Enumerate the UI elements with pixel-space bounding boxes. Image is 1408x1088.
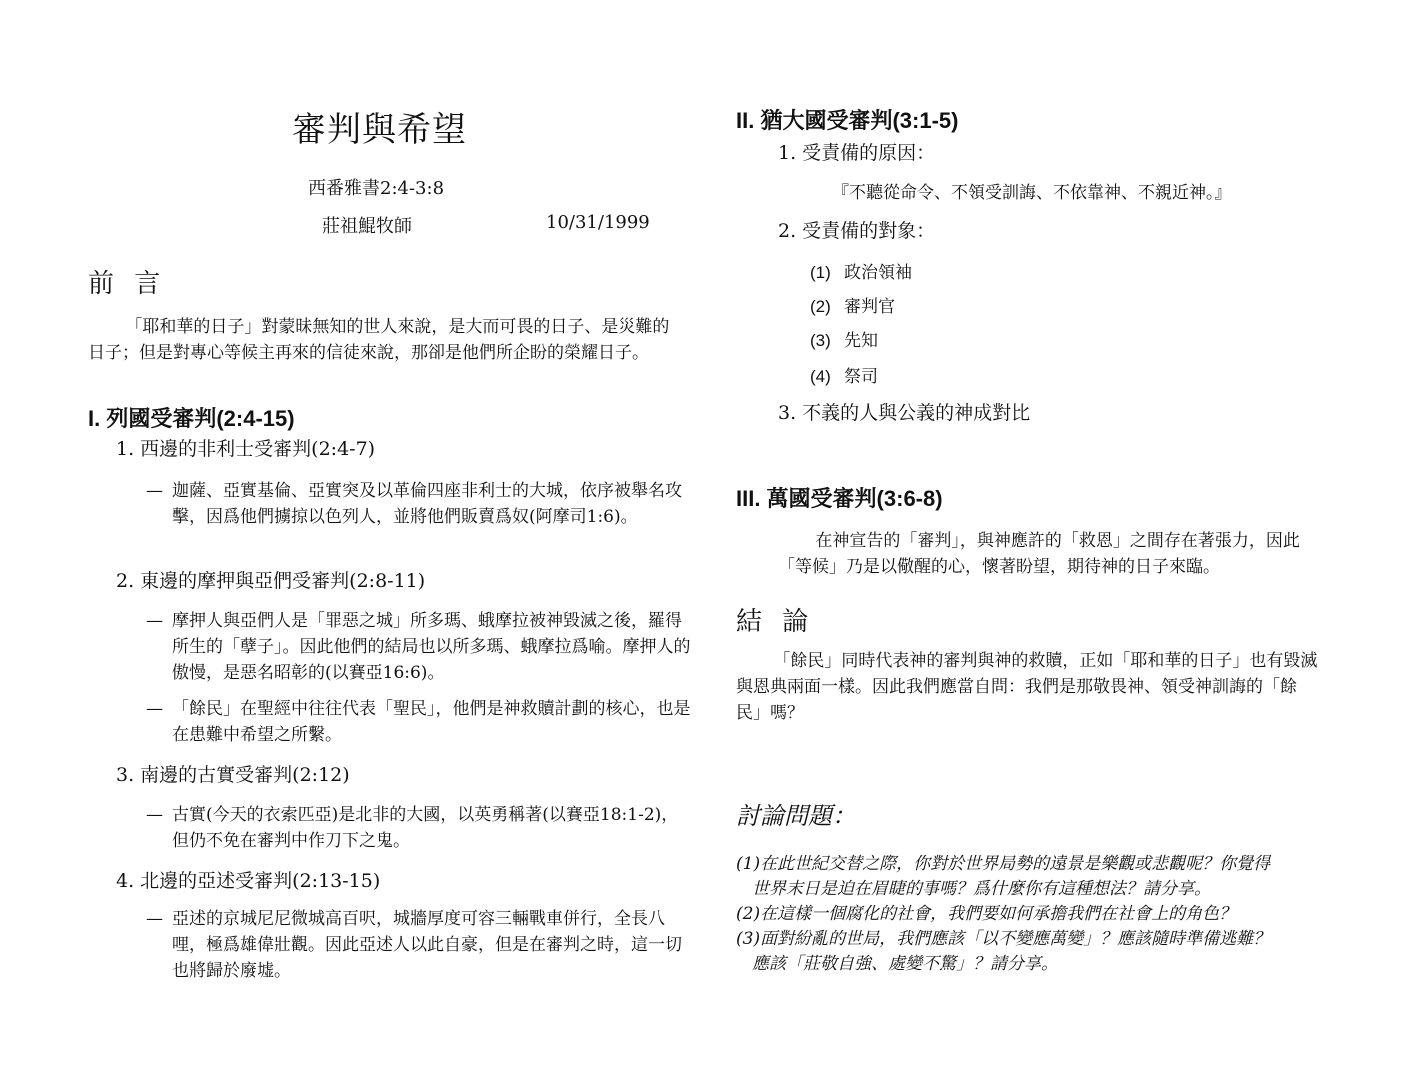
item-label: 先知 [844,331,878,351]
bullet-text: 亞述的京城尼尼微城高百呎，城牆厚度可容三輛戰車併行，全長八哩，極爲雄偉壯觀。因此亞述人以此自豪，但是在審判之時，這一切也將歸於廢墟。 [172,909,682,981]
dash-marker: — [146,481,163,501]
discussion-heading: 討論問題： [736,802,856,830]
sermon-date: 10/31/1999 [546,212,650,233]
section-1-sub-3: 3. 南邊的古實受審判(2:12) [116,764,350,786]
item-number: (4) [810,367,831,386]
discussion-question-3-cont: 應該「莊敬自強、處變不驚」？請分享。 [752,954,1058,974]
intro-paragraph: 「耶和華的日子」對蒙昧無知的世人來說，是大而可畏的日子、是災難的日子；但是對專心等候主再來的信徒來說，那卻是他們所企盼的榮耀日子。 [88,317,670,363]
bullet-text: 古實(今天的衣索匹亞)是北非的大國，以英勇稱著(以賽亞18:1-2)，但仍不免在審判中作刀下之鬼。 [172,805,679,851]
section-1-heading: I. 列國受審判(2:4-15) [88,406,295,431]
section-2-quote: 『不聽從命令、不領受訓誨、不依靠神、不親近神。』 [832,183,1232,203]
dash-marker: — [146,805,163,825]
bullet-text: 迦薩、亞實基倫、亞實突及以革倫四座非利士的大城，依序被舉名攻擊，因爲他們擄掠以色列人，並將他們販賣爲奴(阿摩司1:6)。 [172,481,682,527]
target-item [810,292,895,317]
target-item [810,362,878,387]
item-label: 祭司 [844,367,878,387]
section-2-sub-1: 1. 受責備的原因： [778,142,936,164]
dash-marker: — [146,611,163,631]
item-label: 審判官 [844,297,895,317]
conclusion-paragraph: 「餘民」同時代表神的審判與神的救贖，正如「耶和華的日子」也有毀滅與恩典兩面一樣。因此我們應當自問：我們是那敬畏神、領受神訓誨的「餘民」嗎？ [736,651,1318,723]
section-1-sub-4: 4. 北邊的亞述受審判(2:13-15) [116,870,381,892]
scripture-reference: 西番雅書2:4-3:8 [308,178,445,199]
section-2-heading: II. 猶大國受審判(3:1-5) [736,108,959,133]
discussion-question-1: (1)在此世紀交替之際，你對於世界局勢的遠景是樂觀或悲觀呢？你覺得 [736,854,1271,874]
discussion-question-3: (3)面對紛亂的世局，我們應該「以不變應萬變」？應該隨時準備逃難？ [736,929,1271,949]
bullet-text: 摩押人與亞們人是「罪惡之城」所多瑪、蛾摩拉被神毀滅之後，羅得所生的「孽子」。因此他們的結局也以所多瑪、蛾摩拉爲喻。摩押人的傲慢，是惡名昭彰的(以賽亞16:6)。 [172,611,691,683]
section-1-sub-2-bullet-1 [146,608,692,686]
section-3-paragraph: 在神宣告的「審判」，與神應許的「救恩」之間存在著張力，因此「等候」乃是以儆醒的心，懷著盼望，期待神的日子來臨。 [778,531,1300,577]
conclusion-heading: 結 論 [736,607,815,637]
target-item [810,326,878,351]
section-1-sub-3-bullet [146,802,692,854]
dash-marker: — [146,909,163,929]
section-1-sub-2-bullet-2 [146,696,692,748]
target-item [810,258,912,283]
section-1-sub-4-bullet [146,906,692,984]
section-3-heading: III. 萬國受審判(3:6-8) [736,486,943,511]
item-label: 政治領袖 [844,263,912,283]
dash-marker: — [146,699,163,719]
pastor-name: 莊祖鯤牧師 [322,216,412,237]
bullet-text: 「餘民」在聖經中往往代表「聖民」，他們是神救贖計劃的核心，也是在患難中希望之所繫。 [172,699,691,745]
discussion-question-1-cont: 世界末日是迫在眉睫的事嗎？爲什麼你有這種想法？請分享。 [752,879,1211,899]
section-2-sub-3: 3. 不義的人與公義的神成對比 [778,402,1031,424]
discussion-question-2: (2)在這樣一個腐化的社會，我們要如何承擔我們在社會上的角色？ [736,904,1237,924]
intro-heading: 前 言 [88,269,167,299]
item-number: (2) [810,297,831,316]
item-number: (3) [810,331,831,350]
page-title: 審判與希望 [292,110,467,150]
item-number: (1) [810,263,831,282]
section-2-sub-2: 2. 受責備的對象： [778,220,936,242]
section-1-sub-1-bullet [146,478,692,530]
section-1-sub-2: 2. 東邊的摩押與亞們受審判(2:8-11) [116,570,426,592]
section-1-sub-1: 1. 西邊的非利士受審判(2:4-7) [116,438,376,460]
